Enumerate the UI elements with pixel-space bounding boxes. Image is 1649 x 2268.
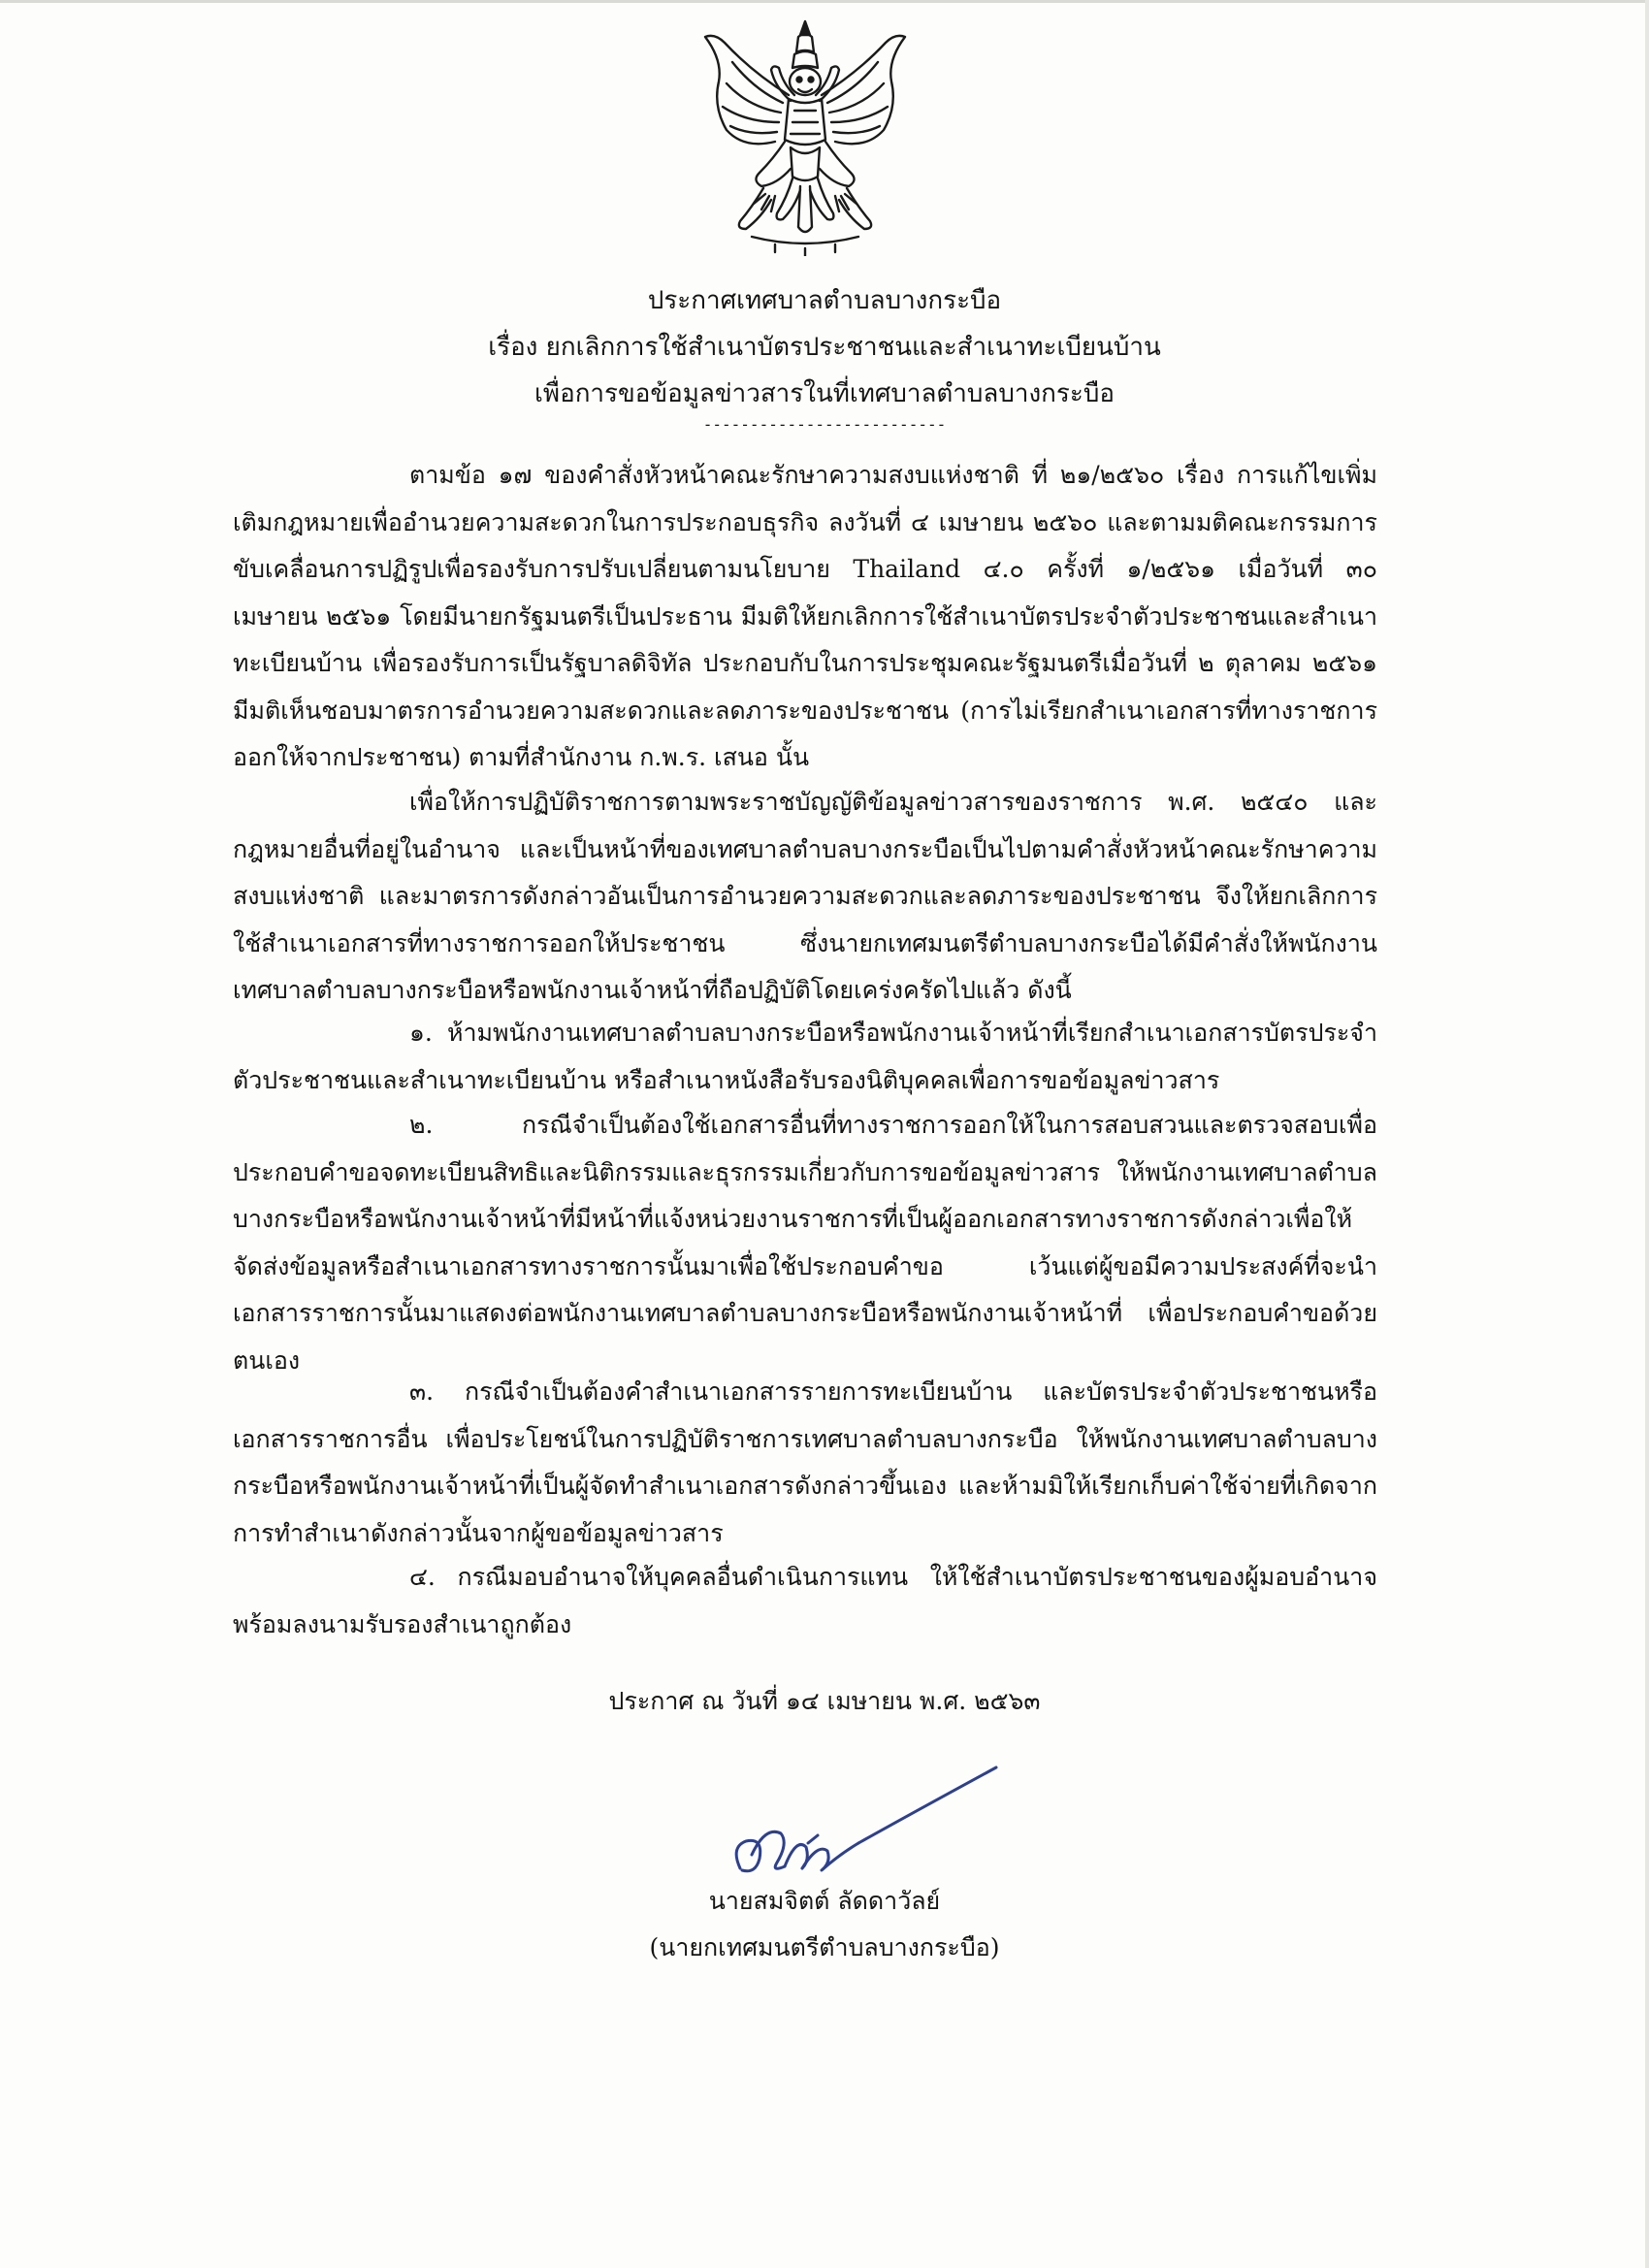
- signer-name: นายสมจิตต์ ลัดดาวัลย์: [708, 1887, 941, 1915]
- paragraph-text: ๔. กรณีมอบอำนาจให้บุคคลอื่นดำเนินการแทน ให้ใช้สำเนาบัตรประชาชนของผู้มอบอำนาจพร้อมลงนามรับรองสำเนาถูกต้อง: [233, 1563, 1377, 1638]
- body-paragraph-2: [233, 779, 1377, 1015]
- body-paragraph-5: [233, 1369, 1377, 1557]
- paragraph-text: ๑. ห้ามพนักงานเทศบาลตำบลบางกระบือหรือพนักงานเจ้าหน้าที่เรียกสำเนาเอกสารบัตรประจำตัวประชาชนและสำเนาทะเบียนบ้าน หรือสำเนาหนังสือรับรองนิติบุคคลเพื่อการขอข้อมูลข่าวสาร: [233, 1019, 1377, 1094]
- paragraph-text: ๓. กรณีจำเป็นต้องคำสำเนาเอกสารรายการทะเบียนบ้าน และบัตรประจำตัวประชาชนหรือเอกสารราชการอื่น เพื่อประโยชน์ในการปฏิบัติราชการเทศบาลตำบลบางกระบือ ให้พนักงานเทศบาลตำบลบางกระบือหรือพนักงานเจ้าหน้าที่เป็นผู้จัดทำสำเนาเอกสารดังกล่าวขึ้นเอง และห้ามมิให้เรียกเก็บค่าใช้จ่ายที่เกิดจากการทำสำเนาดังกล่าวนั้นจากผู้ขอข้อมูลข่าวสาร: [233, 1377, 1377, 1547]
- scan-edge-right: [1645, 0, 1649, 2268]
- announcement-subject-line2: เพื่อการขอข้อมูลข่าวสารในที่เทศบาลตำบลบางกระบือ: [534, 379, 1115, 408]
- paragraph-text: เพื่อให้การปฏิบัติราชการตามพระราชบัญญัติข้อมูลข่าวสารของราชการ พ.ศ. ๒๕๔๐ และกฎหมายอื่นที่อยู่ในอำนาจ และเป็นหน้าที่ของเทศบาลตำบลบางกระบือเป็นไปตามคำสั่งหัวหน้าคณะรักษาความสงบแห่งชาติ และมาตรการดังกล่าวอันเป็นการอำนวยความสะดวกและลดภาระของประชาชน จึงให้ยกเลิกการใช้สำเนาเอกสารที่ทางราชการออกให้ประชาชน ซึ่งนายกเทศมนตรีตำบลบางกระบือได้มีคำสั่งให้พนักงานเทศบาลตำบลบางกระบือหรือพนักงานเจ้าหน้าที่ถือปฏิบัติโดยเคร่งครัดไปแล้ว ดังนี้: [233, 788, 1377, 1004]
- announcement-title: ประกาศเทศบาลตำบลบางกระบือ: [647, 286, 1002, 315]
- paragraph-text: ๒. กรณีจำเป็นต้องใช้เอกสารอื่นที่ทางราชการออกให้ในการสอบสวนและตรวจสอบเพื่อประกอบคำขอจดทะเบียนสิทธิและนิติกรรมและธุรกรรมเกี่ยวกับการขอข้อมูลข่าวสาร ให้พนักงานเทศบาลตำบลบางกระบือหรือพนักงานเจ้าหน้าที่มีหน้าที่แจ้งหน่วยงานราชการที่เป็นผู้ออกเอกสารทางราชการดังกล่าวเพื่อให้จัดส่งข้อมูลหรือสำเนาเอกสารทางราชการนั้นมาเพื่อใช้ประกอบคำขอ เว้นแต่ผู้ขอมีความประสงค์ที่จะนำเอกสารราชการนั้นมาแสดงต่อพนักงานเทศบาลตำบลบางกระบือหรือพนักงานเจ้าหน้าที่ เพื่อประกอบคำขอด้วยตนเอง: [233, 1111, 1377, 1375]
- header-divider: --------------------------: [702, 415, 947, 434]
- scan-edge-top: [0, 0, 1649, 3]
- body-paragraph-1: [233, 452, 1377, 782]
- signer-title: (นายกเทศมนตรีตำบลบางกระบือ): [649, 1933, 1000, 1961]
- body-paragraph-4: [233, 1102, 1377, 1384]
- announcement-subject: เรื่อง ยกเลิกการใช้สำเนาบัตรประชาชนและสำเนาทะเบียนบ้าน: [488, 333, 1161, 362]
- handwritten-signature-icon: [713, 1754, 1004, 1890]
- paragraph-text: ตามข้อ ๑๗ ของคำสั่งหัวหน้าคณะรักษาความสงบแห่งชาติ ที่ ๒๑/๒๕๖๐ เรื่อง การแก้ไขเพิ่มเติมกฎหมายเพื่ออำนวยความสะดวกในการประกอบธุรกิจ ลงวันที่ ๔ เมษายน ๒๕๖๐ และตามมติคณะกรรมการขับเคลื่อนการปฏิรูปเพื่อรองรับการปรับเปลี่ยนตามนโยบาย Thailand ๔.๐ ครั้งที่ ๑/๒๕๖๑ เมื่อวันที่ ๓๐ เมษายน ๒๕๖๑ โดยมีนายกรัฐมนตรีเป็นประธาน มีมติให้ยกเลิกการใช้สำเนาบัตรประจำตัวประชาชนและสำเนาทะเบียนบ้าน เพื่อรองรับการเป็นรัฐบาลดิจิทัล ประกอบกับในการประชุมคณะรัฐมนตรีเมื่อวันที่ ๒ ตุลาคม ๒๕๖๑ มีมติเห็นชอบมาตรการอำนวยความสะดวกและลดภาระของประชาชน (การไม่เรียกสำเนาเอกสารที่ทางราชการออกให้จากประชาชน) ตามที่สำนักงาน ก.พ.ร. เสนอ นั้น: [233, 461, 1377, 771]
- body-paragraph-3: [233, 1010, 1377, 1104]
- body-paragraph-6: [233, 1554, 1377, 1648]
- announcement-date: ประกาศ ณ วันที่ ๑๔ เมษายน พ.ศ. ๒๕๖๓: [608, 1687, 1041, 1715]
- garuda-emblem-icon: [694, 14, 917, 256]
